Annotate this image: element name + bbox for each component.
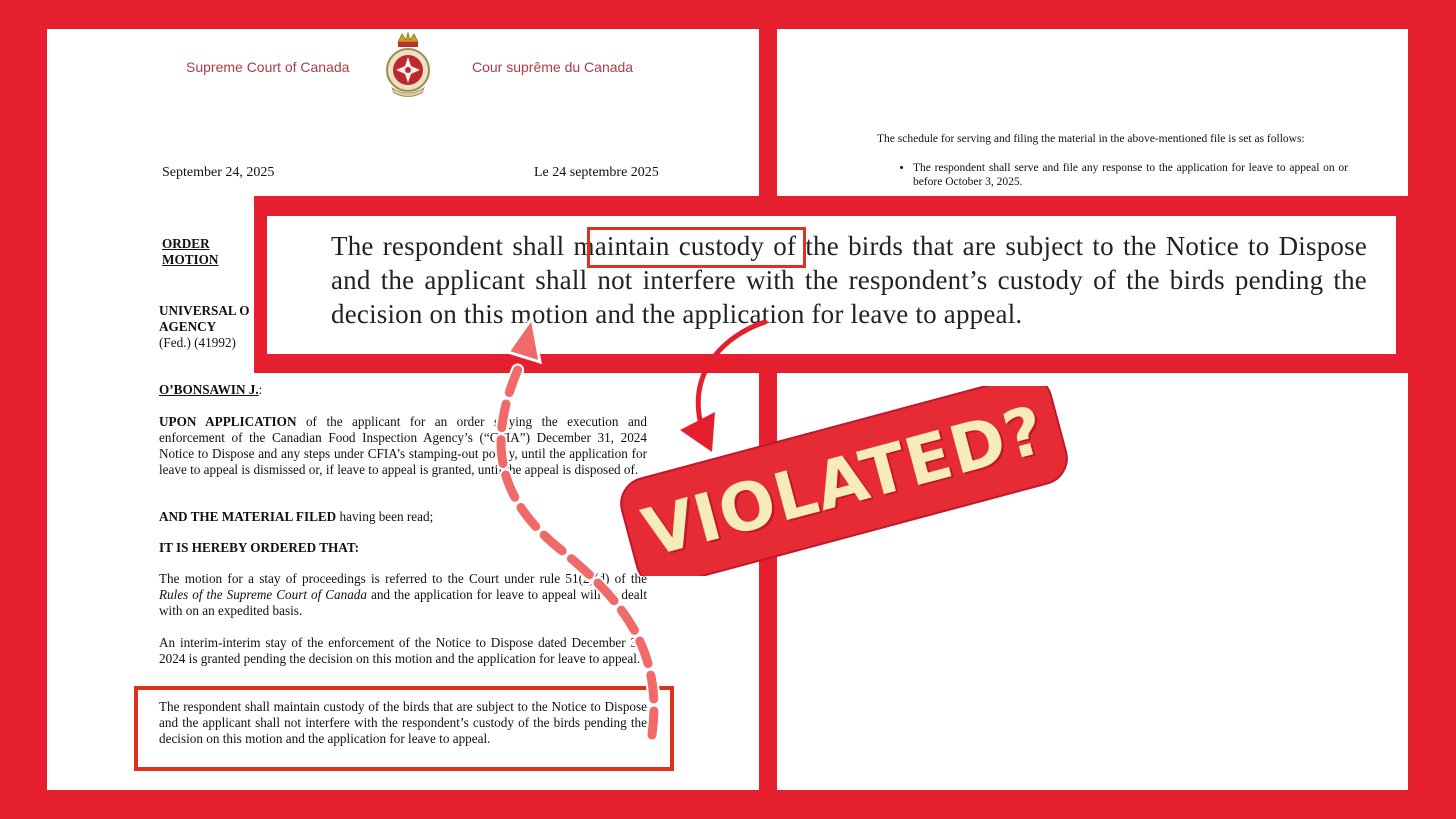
party-line1: UNIVERSAL O [159, 303, 250, 318]
judge-name: O’BONSAWIN J. [159, 382, 259, 397]
date-en: September 24, 2025 [162, 165, 275, 180]
violated-sticker [612, 386, 1076, 576]
dashed-arrow-head-icon [508, 318, 540, 362]
schedule-bullet-item: • The respondent shall serve and file any response to the application for leave to appeal on or before October 3, 2025. [913, 161, 1348, 189]
court-name-en: Supreme Court of Canada [186, 59, 350, 75]
party-line2: AGENCY [159, 319, 217, 334]
ordered-heading: IT IS HEREBY ORDERED THAT: [159, 540, 360, 555]
schedule-paragraph: The schedule for serving and filing the material in the above-mentioned file is set as follows: [877, 133, 1305, 145]
judge-colon: : [258, 382, 263, 397]
material-filed-lead: AND THE MATERIAL FILED [159, 509, 337, 524]
upon-application-lead: UPON APPLICATION [159, 414, 297, 429]
upon-application-body: of the applicant for an order staying the execution and enforcement of the Canadian Food Inspection Agency’s (“CFIA”) December 31, 2024 Notice to Dispose and any steps under CFIA’s stamping-out policy, until the application for leave to appeal is dismissed or, if leave to appeal is granted, until the appeal is disposed of. [159, 414, 647, 477]
zoomed-highlight-phrase: maintain custody [573, 231, 765, 261]
order-title-line1: ORDER [162, 236, 210, 251]
motion-text-2: and the application for leave to appeal will be dealt with on an expedited basis. [159, 587, 647, 618]
motion-rules-title: Rules of the Supreme Court of Canada [159, 587, 367, 602]
material-filed-body: having been read; [336, 509, 434, 524]
violated-label: VIOLATED? [635, 390, 1053, 572]
zoomed-text-after: of the birds that are subject to the Notice to Dispose and the applicant shall not interfere with the respondent’s custody of the birds pending the decision on this motion and the application for leave to appeal. [331, 231, 1368, 329]
zoomed-text-before: The respondent shall [331, 231, 574, 261]
file-number: (Fed.) (41992) [159, 335, 236, 350]
court-name-fr: Cour suprême du Canada [472, 59, 634, 75]
order-title-line2: MOTION [162, 252, 219, 267]
interim-stay-paragraph: An interim-interim stay of the enforcement of the Notice to Dispose dated December 31, 2024 is granted pending the decision on this motion and the application for leave to appeal. [159, 635, 647, 666]
date-fr: Le 24 septembre 2025 [534, 165, 659, 180]
custody-paragraph: The respondent shall maintain custody of the birds that are subject to the Notice to Dispose and the applicant shall not interfere with the respondent’s custody of the birds pending the decision on this motion and the application for leave to appeal. [159, 699, 647, 746]
motion-text-1: The motion for a stay of proceedings is referred to the Court under rule 51(2)(d) of the [159, 571, 647, 586]
